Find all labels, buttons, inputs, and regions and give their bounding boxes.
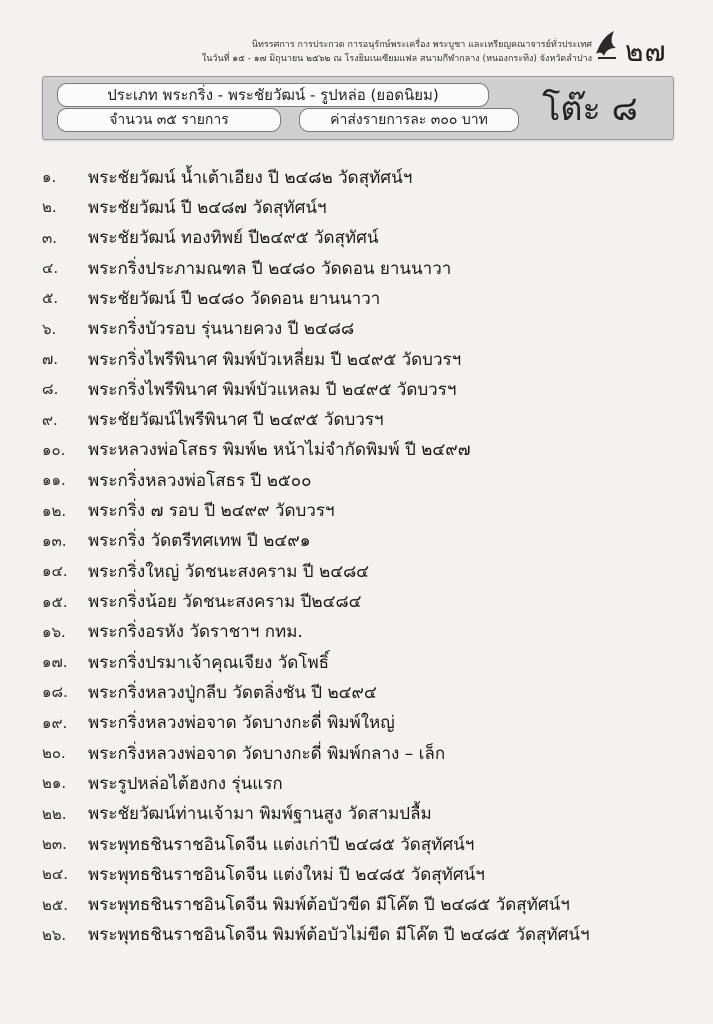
category-title: ประเภท พระกริ่ง - พระชัยวัฒน์ - รูปหล่อ (ยอดนิยม)	[57, 83, 489, 107]
list-item	[40, 647, 680, 677]
list-item	[40, 526, 680, 556]
item-text: พระพุทธชินราชอินโดจีน พิมพ์ต้อบัวไม่ขีด มีโค๊ต ปี ๒๔๘๕ วัดสุทัศน์ฯ	[88, 925, 590, 946]
event-date-venue-line: ในวันที่ ๑๕ - ๑๗ มิถุนายน ๒๕๖๒ ณ โรงยิมเนเซียมแฟล สนามกีฬากลาง (หนองกระทิง) จังหวัดลำปาง	[201, 54, 592, 64]
event-header	[200, 38, 592, 66]
item-number: ๑๙.	[42, 713, 68, 732]
item-text: พระกริ่งไพรีพินาศ พิมพ์บัวเหลี่ยม ปี ๒๔๙๕ วัดบวรฯ	[88, 349, 462, 370]
list-item	[40, 253, 680, 283]
item-number: ๑.	[42, 168, 57, 187]
item-number: ๑๔.	[42, 562, 68, 581]
list-item	[40, 890, 680, 920]
item-text: พระกริ่งไพรีพินาศ พิมพ์บัวแหลม ปี ๒๔๙๕ วัดบวรฯ	[88, 379, 457, 400]
item-text: พระกริ่งปรมาเจ้าคุณเจียง วัดโพธิ์	[88, 652, 330, 673]
item-number: ๒๐.	[42, 744, 66, 763]
item-number: ๑๑.	[42, 471, 66, 490]
list-item	[40, 374, 680, 404]
item-text: พระชัยวัฒน์ น้ำเต้าเอียง ปี ๒๔๘๒ วัดสุทัศน์ฯ	[88, 167, 413, 188]
item-text: พระกริ่งหลวงพ่อโสธร ปี ๒๕๐๐	[88, 470, 312, 491]
item-number: ๕.	[42, 289, 59, 308]
list-item	[40, 465, 680, 495]
list-item	[40, 799, 680, 829]
item-text: พระพุทธชินราชอินโดจีน แต่งใหม่ ปี ๒๔๘๕ วัดสุทัศน์ฯ	[88, 864, 485, 885]
item-number: ๔.	[42, 259, 59, 278]
list-item	[40, 617, 680, 647]
item-number: ๑๓.	[42, 531, 67, 550]
item-number: ๑๘.	[42, 683, 68, 702]
item-number: ๒๒.	[42, 804, 67, 823]
list-item	[40, 283, 680, 313]
list-item	[40, 405, 680, 435]
item-text: พระชัยวัฒน์ ปี ๒๔๘๗ วัดสุทัศน์ฯ	[88, 197, 327, 218]
entry-fee: ค่าส่งรายการละ ๓๐๐ บาท	[299, 108, 519, 132]
list-item	[40, 738, 680, 768]
item-text: พระกริ่งหลวงพ่อจาด วัดบางกะดี่ พิมพ์กลาง – เล็ก	[88, 743, 446, 764]
list-item	[40, 344, 680, 374]
page-number: ๒๗	[625, 35, 667, 68]
item-text: พระพุทธชินราชอินโดจีน พิมพ์ต้อบัวขีด มีโค๊ต ปี ๒๔๘๕ วัดสุทัศน์ฯ	[88, 895, 570, 916]
item-text: พระรูปหล่อไต้ฮงกง รุ่นแรก	[88, 773, 283, 794]
list-item	[40, 920, 680, 950]
item-number: ๒๖.	[42, 925, 67, 944]
list-item	[40, 223, 680, 253]
item-text: พระกริ่งบัวรอบ รุ่นนายควง ปี ๒๔๘๘	[88, 319, 355, 340]
entry-list	[40, 162, 680, 950]
item-number: ๓.	[42, 228, 58, 247]
item-count: จำนวน ๓๕ รายการ	[57, 108, 281, 132]
list-item	[40, 556, 680, 586]
item-number: ๑๒.	[42, 501, 67, 520]
item-text: พระชัยวัฒน์ ปี ๒๔๘๐ วัดดอน ยานนาวา	[88, 288, 381, 309]
list-item	[40, 708, 680, 738]
item-number: ๑๐.	[42, 440, 66, 459]
item-text: พระชัยวัฒน์ท่านเจ้ามา พิมพ์ฐานสูง วัดสามปลื้ม	[88, 804, 432, 825]
item-text: พระกริ่ง ๗ รอบ ปี ๒๔๙๙ วัดบวรฯ	[88, 501, 335, 522]
list-item	[40, 859, 680, 889]
item-number: ๗.	[42, 350, 59, 369]
item-number: ๒๔.	[42, 865, 69, 884]
list-item	[40, 768, 680, 798]
list-item	[40, 435, 680, 465]
item-number: ๒๑.	[42, 774, 67, 793]
item-text: พระกริ่งหลวงพ่อจาด วัดบางกะดี่ พิมพ์ใหญ่	[88, 713, 395, 734]
item-text: พระกริ่งใหญ่ วัดชนะสงคราม ปี ๒๔๘๔	[88, 561, 370, 582]
item-text: พระหลวงพ่อโสธร พิมพ์๒ หน้าไม่จำกัดพิมพ์ ปี ๒๔๙๗	[88, 440, 471, 461]
bird-emblem-icon	[592, 28, 620, 60]
list-item	[40, 829, 680, 859]
item-number: ๙.	[42, 410, 58, 429]
item-number: ๒๕.	[42, 895, 69, 914]
item-text: พระชัยวัฒน์ ทองทิพย์ ปี๒๔๙๕ วัดสุทัศน์	[88, 228, 379, 249]
item-number: ๒.	[42, 198, 57, 217]
item-text: พระชัยวัฒน์ไพรีพินาศ ปี ๒๔๙๕ วัดบวรฯ	[88, 410, 384, 431]
item-number: ๒๓.	[42, 835, 67, 854]
category-banner	[42, 76, 674, 140]
item-number: ๑๖.	[42, 622, 66, 641]
list-item	[40, 192, 680, 222]
item-text: พระกริ่งประภามณฑล ปี ๒๔๘๐ วัดดอน ยานนาวา	[88, 258, 452, 279]
item-number: ๖.	[42, 319, 57, 338]
list-item	[40, 586, 680, 616]
item-text: พระกริ่งอรหัง วัดราชาฯ กทม.	[88, 622, 303, 643]
item-text: พระกริ่งน้อย วัดชนะสงคราม ปี๒๔๘๔	[88, 592, 362, 613]
event-title-line: นิทรรศการ การประกวด การอนุรักษ์พระเครื่อง พระบูชา และเหรียญคณาจารย์ทั่วประเทศ	[251, 40, 592, 50]
item-number: ๑๕.	[42, 592, 68, 611]
item-text: พระพุทธชินราชอินโดจีน แต่งเก่าปี ๒๔๘๕ วัดสุทัศน์ฯ	[88, 834, 475, 855]
item-number: ๘.	[42, 380, 59, 399]
table-number: โต๊ะ ๘	[542, 89, 638, 129]
item-number: ๑๗.	[42, 653, 68, 672]
list-item	[40, 162, 680, 192]
item-text: พระกริ่ง วัดตรีทศเทพ ปี ๒๔๙๑	[88, 531, 311, 552]
list-item	[40, 677, 680, 707]
list-item	[40, 314, 680, 344]
list-item	[40, 495, 680, 525]
item-text: พระกริ่งหลวงปู่กลีบ วัดตลิ่งชัน ปี ๒๔๙๔	[88, 682, 377, 703]
